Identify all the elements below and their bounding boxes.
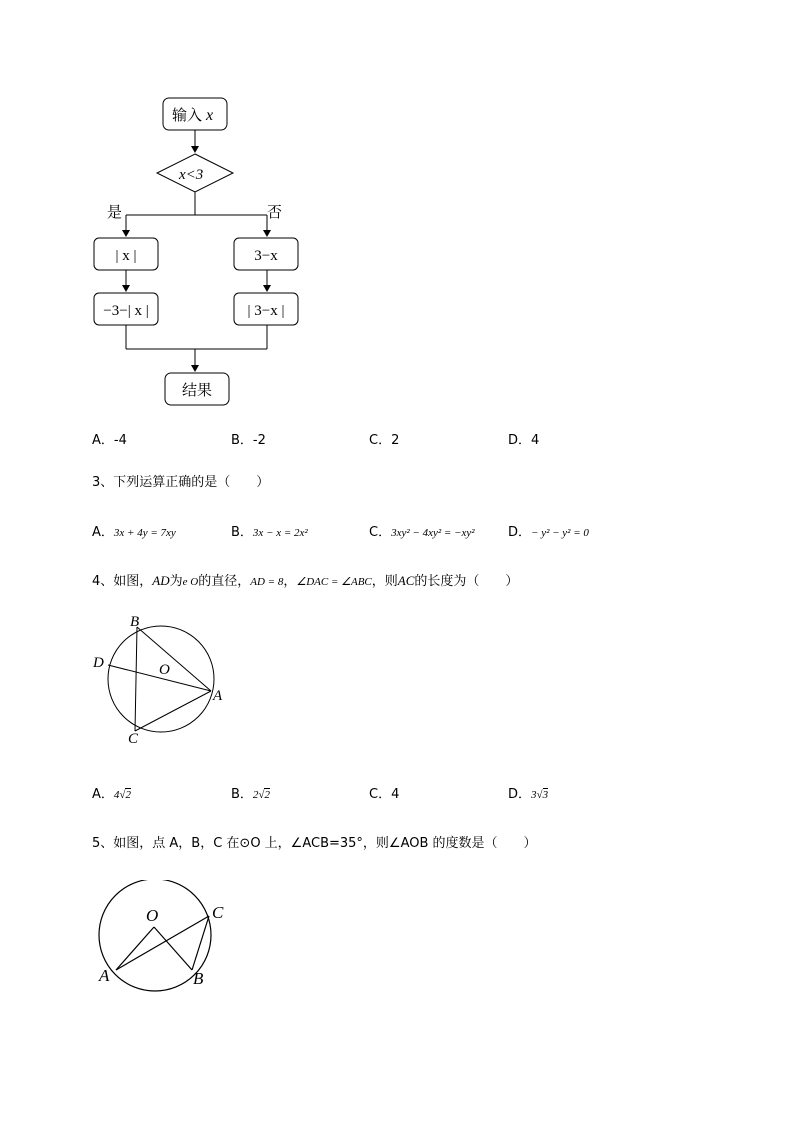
q4-text-3: ， xyxy=(283,574,297,589)
q3-stem: 3、下列运算正确的是（ ） xyxy=(92,475,270,490)
q5-label-c: C xyxy=(212,903,224,922)
flow-right-text-2: | 3−x | xyxy=(247,303,285,319)
q2-option-c: C．2 xyxy=(369,433,400,448)
q3-option-b-letter: B． xyxy=(231,525,253,540)
q4-option-b: B．2√2 xyxy=(231,787,270,802)
q3-option-d-math: − y² − y² = 0 xyxy=(531,527,589,539)
q2-option-b: B．-2 xyxy=(231,433,266,448)
q4-stem-prefix: 4、如图， xyxy=(92,574,153,589)
q4-math-angles: ∠DAC = ∠ABC xyxy=(296,576,372,588)
q4-option-a-coef: 4 xyxy=(113,789,120,801)
q3-option-d-letter: D． xyxy=(508,525,532,540)
q2-option-d: D．4 xyxy=(508,433,540,448)
q3-option-b xyxy=(231,521,308,540)
q3-option-c-math: 3xy² − 4xy² = −xy² xyxy=(391,527,475,539)
q3-option-a-letter: A． xyxy=(92,525,114,540)
q4-math-ad: AD xyxy=(152,573,170,588)
q4-label-d: D xyxy=(93,655,104,671)
q4-text-4: ，则 xyxy=(371,574,398,589)
flow-yes-label: 是 xyxy=(107,203,123,221)
flow-right-text-1: 3−x xyxy=(254,248,278,264)
q5-label-o: O xyxy=(146,906,159,925)
q4-option-c-value: 4 xyxy=(391,787,400,802)
q3-option-a-math: 3x + 4y = 7xy xyxy=(113,527,176,539)
q4-option-a-rad: 2 xyxy=(125,789,131,801)
q4-option-b-coef: 2 xyxy=(252,789,259,801)
q5-circle-figure xyxy=(90,880,240,1000)
q3-option-d xyxy=(508,521,589,540)
flow-left-text-1: | x | xyxy=(115,248,137,264)
q4-math-ad8: AD = 8 xyxy=(250,576,284,588)
q4-option-b-rad: 2 xyxy=(264,789,270,801)
q4-option-d-rad: 3 xyxy=(542,789,549,801)
flow-end-text: 结果 xyxy=(181,381,213,399)
q5-label-a: A xyxy=(99,966,110,985)
q4-label-b: B xyxy=(130,614,140,630)
q4-option-a: A．4√2 xyxy=(92,787,131,802)
q4-label-c: C xyxy=(128,731,139,747)
q3-option-b-math: 3x − x = 2x² xyxy=(252,527,308,539)
q4-option-b-letter: B． xyxy=(231,787,253,802)
q4-option-d-letter: D． xyxy=(508,787,532,802)
flow-start-var: x xyxy=(206,107,214,124)
q4-text-1: 为 xyxy=(169,574,183,589)
flowchart-figure xyxy=(80,90,320,410)
q2-option-a: A．-4 xyxy=(92,433,127,448)
q5-stem: 5、如图，点 A，B，C 在⊙O 上，∠ACB=35°，则∠AOB 的度数是（ ） xyxy=(92,836,537,851)
q3-option-a xyxy=(92,521,176,540)
q4-math-ac: AC xyxy=(397,573,415,588)
q3-option-c-letter: C． xyxy=(369,525,392,540)
q4-option-c xyxy=(369,783,399,802)
q3-option-c xyxy=(369,521,475,540)
flow-left-text-2: −3−| x | xyxy=(103,303,149,319)
q5-label-b: B xyxy=(193,969,204,988)
q4-text-2: 的直径， xyxy=(198,574,251,589)
flow-start-text: 输入 xyxy=(172,106,203,124)
q4-option-a-letter: A． xyxy=(92,787,114,802)
q4-option-d-coef: 3 xyxy=(531,789,537,801)
flow-condition-text: x<3 xyxy=(179,167,204,183)
flow-no-label: 否 xyxy=(267,203,283,221)
q4-stem xyxy=(92,570,518,589)
q4-math-circle: e O xyxy=(182,576,199,588)
q4-option-c-letter: C． xyxy=(369,787,392,802)
q4-label-a: A xyxy=(213,688,223,704)
q4-circle-figure xyxy=(88,610,238,750)
q4-option-d: D．3√3 xyxy=(508,787,549,802)
q4-text-5: 的长度为（ ） xyxy=(414,574,519,589)
q4-label-o: O xyxy=(159,662,170,678)
